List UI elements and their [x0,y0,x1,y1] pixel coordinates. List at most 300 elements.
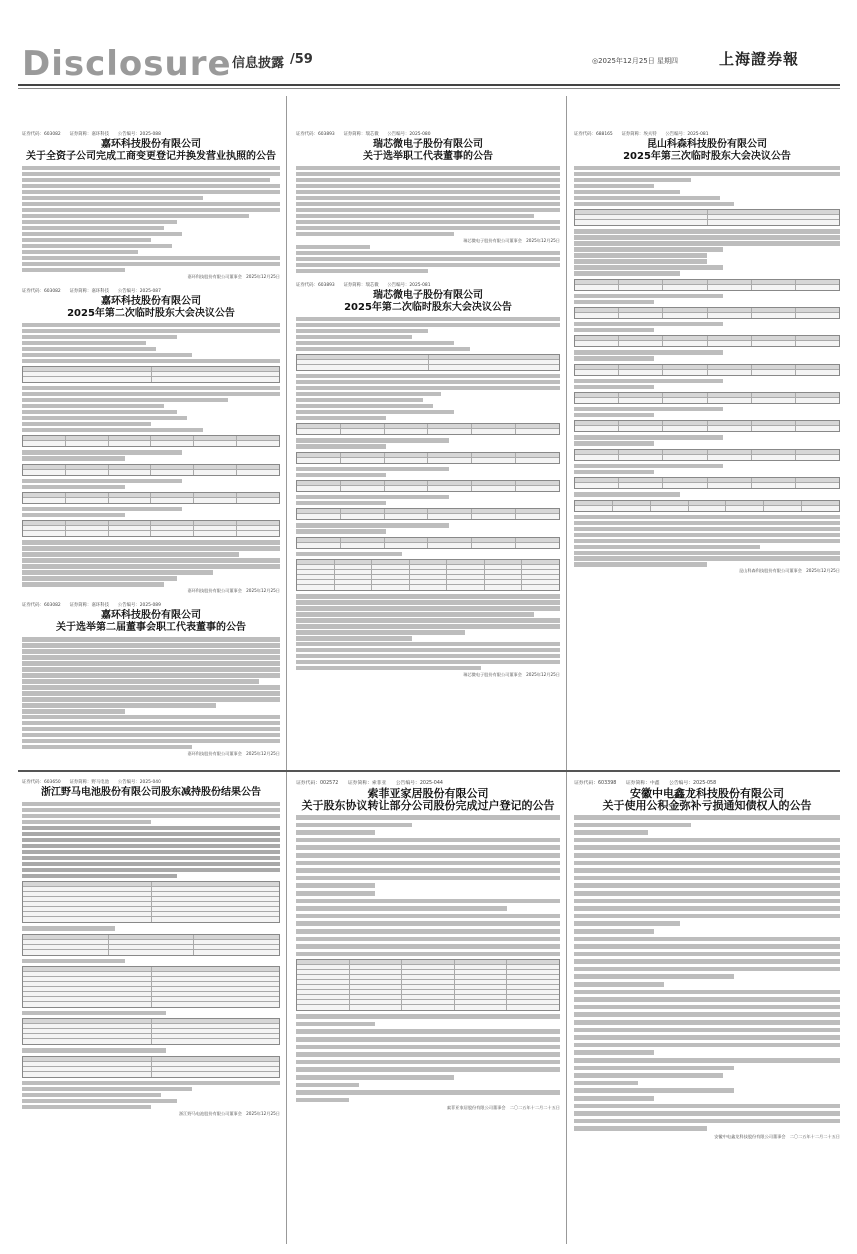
body-text-line [574,350,723,354]
body-text-line [574,356,654,360]
body-text-line [22,190,280,194]
table-cell [507,990,559,994]
table-cell [23,441,66,446]
body-text-line [574,379,723,383]
table-cell [194,470,237,475]
table-cell [152,1072,280,1077]
column-divider [286,96,287,1244]
table-cell [507,985,559,989]
table-cell [297,481,341,485]
table-cell [152,992,280,996]
table-cell [575,398,619,403]
table-cell [152,1067,280,1071]
table-cell [447,570,485,574]
company-name: 嘉环科技股份有限公司 [101,139,201,150]
table-cell [66,493,109,497]
voting-table [574,279,840,291]
page-number: /59 [290,52,313,67]
table-cell [663,365,707,369]
table-row [297,486,559,491]
table-cell [109,470,152,475]
company-name: 嘉环科技股份有限公司 [101,610,201,622]
table-cell [66,470,109,475]
table-row [297,514,559,519]
table-cell [402,980,455,984]
table-cell [752,285,796,290]
body-text-line [574,184,654,188]
signature-line: 嘉环科技股份有限公司董事会 2025年12月25日 [187,588,280,594]
table-cell [372,560,410,564]
body-text-line [296,404,433,408]
table-cell [575,483,619,488]
body-text-line [22,685,280,689]
body-text-line [574,1043,840,1048]
body-text-line [22,323,280,327]
body-text-line [574,823,691,828]
body-text-line [574,861,840,866]
table-cell [455,990,508,994]
body-text-line [22,479,182,483]
table-cell [619,370,663,375]
table-cell [796,285,839,290]
body-text-line [574,294,723,298]
table-cell [23,470,66,475]
table-cell [410,575,448,579]
body-text-line [22,1048,166,1052]
table-cell [410,565,448,569]
table-cell [507,1000,559,1004]
body-text-line [22,244,172,248]
table-cell [23,992,152,996]
table-cell [152,377,280,382]
body-text-line [296,1052,560,1057]
table-cell [23,977,152,981]
table-cell [66,521,109,525]
body-text-line [296,220,560,224]
table-cell [194,441,237,446]
table-cell [194,465,237,469]
table-cell [385,509,429,513]
table-cell [152,912,280,916]
table-cell [428,509,472,513]
body-text-line [574,385,654,389]
table-cell [752,398,796,403]
table-cell [335,560,373,564]
table-cell [689,501,727,505]
company-name: 索菲亚家居股份有限公司 [367,787,489,800]
body-text-line [296,1037,560,1042]
body-text-line [22,850,280,854]
company-name: 昆山科森科技股份有限公司 [647,139,767,150]
table-row [575,285,839,290]
table-cell [455,985,508,989]
table-cell [485,565,523,569]
body-text-line [22,1105,151,1109]
body-text-line [22,643,280,647]
table-cell [522,565,559,569]
table-cell [447,580,485,584]
table-cell [341,458,385,463]
table-cell [575,308,619,312]
table-cell [402,970,455,974]
table-cell [297,580,335,584]
table-cell [194,498,237,503]
table-cell [619,455,663,460]
body-text-line [22,703,216,707]
table-cell [23,907,152,911]
table-cell [507,975,559,979]
row-divider [18,770,840,772]
table-cell [455,975,508,979]
body-text-line [574,974,734,979]
stock-code-line: 证券代码：603650 证券简称：野马电池 公告编号：2025-040 [22,780,161,785]
body-text-line [574,539,840,543]
table-cell [151,498,194,503]
voting-table [574,209,840,226]
body-text-line [574,1035,840,1040]
body-text-line [574,202,734,206]
table-cell [402,1005,455,1010]
body-text-line [22,862,280,866]
table-cell [297,585,335,590]
body-text-line [22,1099,177,1103]
body-text-line [574,967,840,972]
table-cell [66,498,109,503]
body-text-line [22,540,280,544]
stock-code-line: 证券代码：603082 证券简称：嘉环科技 公告编号：2025-089 [22,603,161,609]
body-text-line [574,990,840,995]
table-row [575,220,839,225]
table-cell [752,483,796,488]
body-text-line [574,172,840,176]
table-cell [455,965,508,969]
table-cell [455,1000,508,1004]
announcement-title: 2025年第二次临时股东大会决议公告 [67,307,235,319]
table-cell [651,501,689,505]
table-cell [23,897,152,901]
reduction-table [22,1056,280,1078]
column-kunshan [574,130,840,766]
body-text-line [296,630,465,634]
table-cell [194,521,237,525]
body-text-line [574,521,840,525]
body-text-line [574,997,840,1002]
table-cell [66,531,109,536]
signature-line: 昆山科森科技股份有限公司董事会 2025年12月25日 [739,568,840,574]
body-text-line [574,1005,840,1010]
table-cell [575,220,708,225]
body-text-line [574,982,664,987]
table-cell [335,570,373,574]
body-text-line [296,347,470,351]
body-text-line [22,715,280,719]
voting-table [574,364,840,376]
table-cell [297,360,429,364]
body-text-line [296,1029,560,1034]
body-text-line [574,1096,654,1101]
table-cell [109,493,152,497]
body-text-line [296,1098,349,1103]
table-cell [152,907,280,911]
signature-line: 瑞芯微电子股份有限公司董事会 2025年12月25日 [463,672,560,678]
stock-code-line: 证券代码：688165 证券简称：埃夫特 公告编号：2025-081 [574,132,709,137]
body-text-line [22,739,280,743]
table-cell [297,538,341,542]
reduction-table [22,1018,280,1045]
table-cell [522,585,559,590]
body-text-line [22,1011,166,1015]
body-text-line [296,245,370,249]
body-text-line [574,883,840,888]
body-text-line [574,527,840,531]
table-cell [341,514,385,519]
body-text-line [574,470,654,474]
table-cell [350,970,403,974]
body-text-line [574,551,840,555]
body-text-line [574,830,648,835]
table-cell [23,882,152,886]
table-cell [752,313,796,318]
body-text-line [296,906,507,911]
table-cell [516,429,559,434]
announcement-spacer [22,281,280,287]
body-text-line [574,407,723,411]
table-cell [402,965,455,969]
table-cell [575,313,619,318]
table-cell [708,210,840,214]
table-cell [472,543,516,548]
table-cell [23,521,66,525]
table-cell [485,560,523,564]
table-cell [109,436,152,440]
company-name: 安徽中电鑫龙科技股份有限公司 [630,787,784,800]
body-text-line [296,845,560,850]
body-text-line [22,667,280,671]
table-cell [66,436,109,440]
table-cell [708,280,752,284]
table-cell [575,478,619,482]
body-text-line [22,727,280,731]
table-cell [350,1005,403,1010]
table-cell [472,453,516,457]
body-text-line [296,172,560,176]
table-cell [23,1057,152,1061]
body-text-line [22,166,280,170]
body-text-line [574,545,760,549]
table-cell [23,1002,152,1007]
body-text-line [574,322,723,326]
table-cell [447,560,485,564]
voting-table [296,423,560,435]
table-cell [663,393,707,397]
table-cell [194,945,279,949]
table-cell [152,997,280,1001]
table-cell [752,341,796,346]
table-cell [109,531,152,536]
table-cell [152,972,280,976]
table-cell [575,280,619,284]
body-text-line [296,386,560,390]
table-cell [350,965,403,969]
voting-table [22,492,280,504]
voting-table [296,354,560,371]
table-cell [507,970,559,974]
table-cell [152,887,280,891]
table-cell [335,580,373,584]
table-cell [372,575,410,579]
body-text-line [22,926,115,930]
shareholding-table [296,959,560,1011]
table-cell [109,465,152,469]
stock-code-line: 证券代码：603398 证券简称：中鑫 公告编号：2025-058 [574,781,717,786]
body-text-line [22,874,177,878]
announcement-title: 2025年第三次临时股东大会决议公告 [623,151,791,162]
body-text-line [22,820,151,824]
table-cell [575,506,613,511]
body-text-line [574,328,654,332]
body-text-line [574,1126,707,1131]
table-cell [23,972,152,976]
table-cell [796,421,839,425]
body-text-line [574,1081,638,1086]
table-cell [23,465,66,469]
body-text-line [22,709,125,713]
table-cell [522,560,559,564]
table-cell [663,341,707,346]
table-cell [297,1005,350,1010]
table-cell [455,960,508,964]
table-cell [522,570,559,574]
voting-table [22,520,280,537]
body-text-line [296,937,560,942]
body-text-line [574,929,654,934]
signature-line: 索菲亚家居股份有限公司董事会 二〇二五年十二月二十五日 [446,1105,560,1111]
shareholder-table [22,934,280,956]
body-text-line [296,196,560,200]
table-cell [516,486,559,491]
table-row [575,506,839,511]
body-text-line [574,1104,840,1109]
body-text-line [574,259,707,263]
body-text-line [22,202,280,206]
table-cell [194,531,237,536]
announcement-e1 [296,779,560,1111]
table-cell [297,424,341,428]
table-cell [297,453,341,457]
table-cell [341,481,385,485]
table-cell [23,887,152,891]
stock-code-line: 证券代码：603082 证券简称：嘉环科技 公告编号：2025-087 [22,288,161,294]
table-cell [663,308,707,312]
body-text-line [296,1083,359,1088]
table-cell [752,393,796,397]
body-text-line [574,265,723,269]
table-cell [575,455,619,460]
table-cell [23,498,66,503]
table-cell [152,1034,280,1038]
body-text-line [22,178,270,182]
body-text-line [574,899,840,904]
table-cell [109,940,195,944]
table-cell [350,1000,403,1004]
table-cell [708,370,752,375]
table-cell [237,436,279,440]
table-cell [619,336,663,340]
table-cell [485,570,523,574]
table-cell [109,935,195,939]
table-cell [151,493,194,497]
shareholder-table [22,881,280,923]
table-cell [297,980,350,984]
body-text-line [22,832,280,836]
table-cell [297,560,335,564]
body-text-line [574,921,680,926]
table-cell [485,580,523,584]
table-cell [752,370,796,375]
voting-table [296,559,560,591]
table-cell [237,498,279,503]
table-cell [663,285,707,290]
table-cell [194,493,237,497]
table-cell [297,990,350,994]
table-cell [708,365,752,369]
body-text-line [296,214,534,218]
table-cell [429,365,560,370]
table-cell [708,450,752,454]
table-cell [152,367,280,371]
table-cell [152,1029,280,1033]
table-cell [752,478,796,482]
body-text-line [296,891,375,896]
body-text-line [22,661,280,665]
table-cell [335,565,373,569]
table-cell [23,1062,152,1066]
table-cell [194,436,237,440]
table-cell [752,365,796,369]
table-cell [152,1057,280,1061]
body-text-line [22,450,182,454]
table-cell [507,1005,559,1010]
column-yema [22,778,280,1244]
table-cell [663,370,707,375]
body-text-line [22,428,203,432]
table-cell [152,1019,280,1023]
body-text-line [296,410,454,414]
announcement-c1 [574,131,840,574]
body-text-line [22,844,280,848]
body-text-line [296,624,560,628]
table-cell [23,912,152,916]
body-text-line [296,501,386,505]
table-cell [23,526,66,530]
table-cell [151,470,194,475]
table-cell [752,455,796,460]
body-text-line [22,856,280,860]
table-row [23,1039,279,1044]
announcement-a1 [22,131,280,280]
body-text-line [296,636,412,640]
table-cell [575,393,619,397]
table-cell [152,372,280,376]
body-text-line [22,564,280,568]
table-cell [708,220,840,225]
table-cell [619,478,663,482]
table-cell [152,892,280,896]
table-cell [341,538,385,542]
body-text-line [574,868,840,873]
body-text-line [574,876,840,881]
body-text-line [574,464,723,468]
